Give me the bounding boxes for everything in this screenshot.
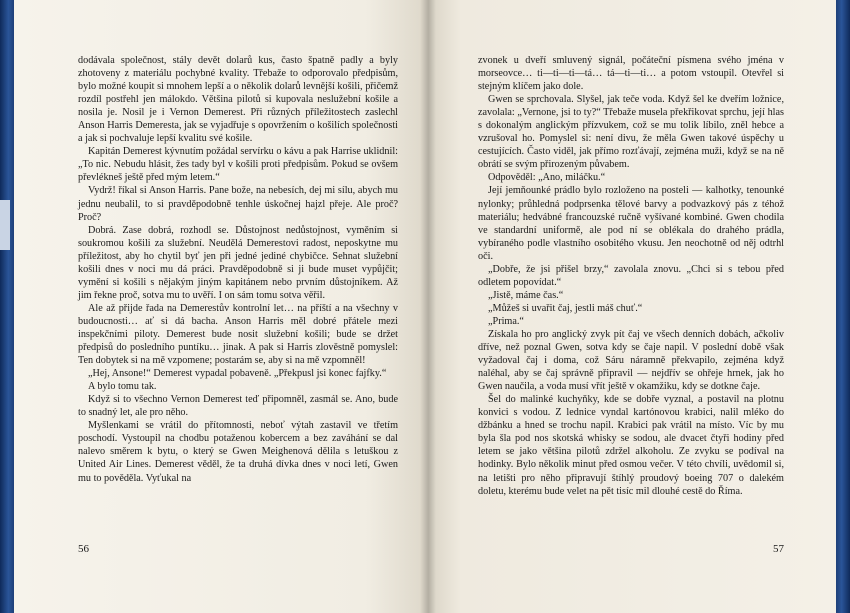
book-gutter xyxy=(420,0,436,613)
paragraph: Vydrž! říkal si Anson Harris. Pane bože, na nebesích, dej mi sílu, abych mu jednu neubalil, to si pravděpodobně tenhle úskočnej hajzl přeje. Ale proč? Proč? xyxy=(78,185,398,223)
paragraph: Šel do malinké kuchyňky, kde se dobře vyznal, a postavil na plotnu konvici s vodou. Z lednice vyndal kartónovou krabici, nalil mléko do džbánku a hned se trochu napil. Krabici pak vrátil na místo. Víc by mu byla šla pod nos skotská whisky se sodou, ale dvacet čtyři hodiny před letem se jako většina pilotů zdržel alkoholu. Ze zvyku se podíval na hodinky. Bylo několik minut před osmou večer. V této chvíli, uvědomil si, na letišti pro něho připravují štíhlý proudový boeing 707 o dalekém doletu, kterému bude velet na pět tisíc mil dlouhé cestě do Říma. xyxy=(478,394,784,497)
paragraph: „Dobře, že jsi přišel brzy,“ zavolala znovu. „Chci si s tebou před odletem popovídat.“ xyxy=(478,263,784,288)
right-page xyxy=(428,0,836,613)
right-page-text xyxy=(478,54,784,498)
book-cover-left-edge xyxy=(0,0,14,613)
paragraph: Myšlenkami se vrátil do přítomnosti, neboť výtah zastavil ve třetím poschodí. Vystoupil na chodbu potaženou kobercem a bez zaváhání se dal nalevo směrem k bytu, o který se Gwen Meighenová dělila s letuškou z United Air Lines. Demerest věděl, že ta druhá dívka dnes v noci letí, Gwen mu to pověděla. Vyťukal na xyxy=(78,420,398,484)
book-cover-right-edge xyxy=(836,0,850,613)
paragraph: „Můžeš si uvařit čaj, jestli máš chuť.“ xyxy=(488,302,643,314)
paragraph: Dobrá. Zase dobrá, rozhodl se. Důstojnost nedůstojnost, vyměním si soukromou košili za služební. Neudělá Demerestovi radost, neposkytne mu příležitost, aby ho chytil byť jen při jedné jediné chybičce. Sehnat služební košili dnes v noci mu dá práci. Pravděpodobně si ji bude muset vypůjčit; vymění si košili s nějakým jiným kapitánem nebo prvním důstojníkem. Až jim řekne proč, sotva mu to uvěří. I on sám tomu sotva věřil. xyxy=(78,224,398,301)
paragraph: Její jemňounké prádlo bylo rozloženo na posteli — kalhotky, tenounké nylonky; průhledná podprsenka tělové barvy a podvazkový pás z téhož materiálu; hedvábné francouzské ručně vyšívané kombiné. Gwen chodila ve standardní uniformě, ale pod ní se oblékala do drahého prádla, vybíraného podle vlastního osobitého vkusu. Jen neochotně od něj odtrhl oči. xyxy=(478,185,784,262)
page-number-left: 56 xyxy=(78,543,89,555)
paragraph: Odpověděl: „Ano, miláčku.“ xyxy=(488,172,606,184)
paragraph: Když si to všechno Vernon Demerest teď připomněl, zasmál se. Ano, bude to snadný let, ale pro něho. xyxy=(78,394,398,419)
paragraph: Kapitán Demerest kývnutím požádal servírku o kávu a pak Harrise uklidnil: „To nic. Nebudu hlásit, žes tady byl v košili proti předpisům. Pokud se ovšem převlékneš ještě před mým letem.“ xyxy=(78,146,398,184)
paragraph: Ale až přijde řada na Demerestův kontrolní let… na příští a na všechny v budoucnosti… ať si dá bacha. Anson Harris měl dobré přátele mezi inspekčními piloty. Demerest bude nosit služební košili; bude se držet předpisů do posledního puntíku… jinak. A pak si Harris zlověstně pomyslel: Ten dobytek si na mě vzpomene; postarám se, aby si na mě vzpomněl! xyxy=(78,302,398,367)
paragraph: „Jistě, máme čas.“ xyxy=(488,289,564,301)
paragraph: „Prima.“ xyxy=(488,315,524,327)
paragraph: Gwen se sprchovala. Slyšel, jak teče voda. Když šel ke dveřím ložnice, zavolala: „Vernone, jsi to ty?“ Třebaže musela překřikovat sprchu, její hlas s dokonalým anglickým přízvukem, což se mu tolik líbilo, zněl hebce a vzrušoval ho. Pomyslel si: není divu, že měla Gwen takové úspěchy u cestujících. Často viděl, jak přímo rozťávají, zejména muži, když se na ně obrátí se svým přirozeným půvabem. xyxy=(478,94,784,171)
paragraph: Získala ho pro anglický zvyk pít čaj ve všech denních dobách, ačkoliv dříve, než poznal Gwen, sotva kdy se čaje napil. V poslední době však vyžadoval čaj i doma, což Sáru náramně překvapilo, zejména když naléhal, aby se čaj správně připravil — nejdřív se ohřeje hrnek, jak ho Gwen naučila, a voda musí vřít ještě v okamžiku, kdy se dotkne čaje. xyxy=(478,328,784,393)
paragraph: zvonek u dveří smluvený signál, počáteční písmena svého jména v morseovce… ti—ti—ti—tá… tá—ti—ti… a potom vstoupil. Otevřel si stejným klíčem jako dole. xyxy=(478,55,784,93)
page-number-right: 57 xyxy=(773,543,784,555)
paragraph: A bylo tomu tak. xyxy=(88,381,157,393)
paragraph: dodávala společnost, stály devět dolarů kus, často špatně padly a byly zhotoveny z materiálu pochybné kvality. Třebaže to odporovalo předpisům, bylo možné koupit si mnohem lepší a o několik dolarů levnější košili, přičemž rozdíl postřehl jen málokdo. Většina pilotů si kupovala neslužební košile a nosila je. Nosil je i Vernon Demerest. Při různých příležitostech zaslechl Anson Harris Demeresta, jak se vyjadřuje s opovržením o košilích společnosti a jak si pochvaluje lepší kvalitu své košile. xyxy=(78,55,398,145)
cover-edge-strip xyxy=(0,200,10,250)
paragraph: „Hej, Ansone!“ Demerest vypadal pobaveně. „Překpusl jsi konec fajfky.“ xyxy=(88,368,387,380)
left-page xyxy=(14,0,428,613)
left-page-text xyxy=(78,54,398,485)
